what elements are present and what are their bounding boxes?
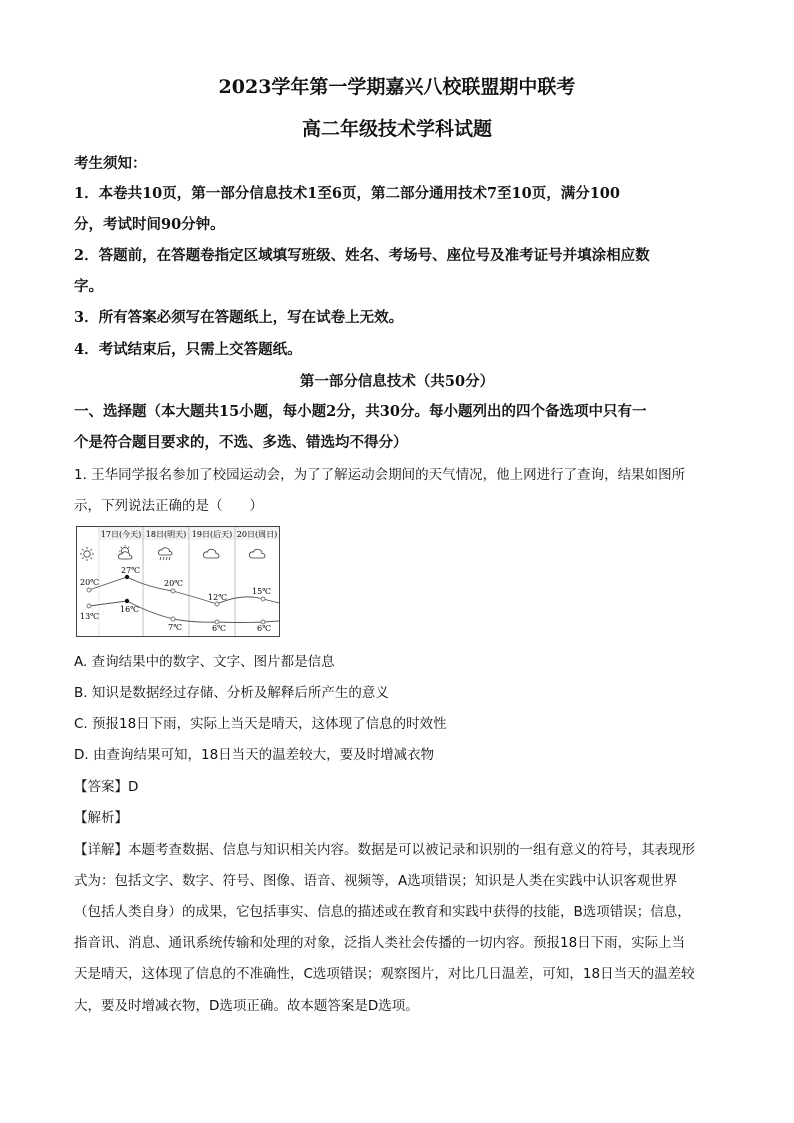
- low-label: 13℃: [80, 612, 100, 621]
- day-label-17: 17日(今天): [100, 530, 142, 539]
- low-label: 6℃: [212, 624, 227, 633]
- high-label: 20℃: [80, 578, 100, 587]
- low-label: 7℃: [168, 623, 183, 632]
- exam-title: 2023学年第一学期嘉兴八校联盟期中联考: [218, 76, 576, 98]
- answer-value: D: [128, 779, 139, 795]
- notice-line: 3．所有答案必须写在答题纸上，写在试卷上无效。: [74, 309, 404, 326]
- high-point: [87, 588, 91, 592]
- detail-line: （包括人类自身）的成果，它包括事实、信息的描述或在教育和实践中获得的技能，B选项错误；信息，: [74, 904, 691, 920]
- option-c: C. 预报18日下雨，实际上当天是晴天，这体现了信息的时效性: [74, 716, 447, 732]
- high-point: [261, 597, 265, 601]
- notice-line: 字。: [74, 278, 103, 295]
- section-heading: 个是符合题目要求的，不选、多选、错选均不得分）: [74, 434, 408, 451]
- detail-line: [74, 838, 724, 858]
- high-label: 27℃: [121, 566, 141, 575]
- high-point: [171, 589, 175, 593]
- day-label-19: 19日(后天): [191, 530, 233, 539]
- high-label: 12℃: [208, 593, 228, 602]
- notice-heading: 考生须知：: [74, 155, 147, 172]
- answer-label: 【答案】: [74, 779, 128, 795]
- high-temp-line: [89, 577, 279, 604]
- sun-cloud-icon: [118, 545, 132, 559]
- question-stem: 示，下列说法正确的是（ ）: [74, 498, 263, 514]
- sun-icon: [80, 547, 94, 561]
- notice-line: 1．本卷共10页，第一部分信息技术1至6页，第二部分通用技术7至10页，满分100: [74, 185, 620, 202]
- high-point: [215, 602, 219, 606]
- analysis-label: 【解析】: [74, 810, 128, 826]
- weather-chart: [77, 527, 279, 636]
- high-label: 15℃: [252, 587, 272, 596]
- rain-icon: [158, 548, 172, 560]
- high-point: [125, 575, 129, 579]
- notice-line: 2．答题前，在答题卷指定区域填写班级、姓名、考场号、座位号及准考证号并填涂相应数: [74, 247, 650, 264]
- notice-line: 分，考试时间90分钟。: [74, 216, 225, 233]
- detail-line: 式为：包括文字、数字、符号、图像、语音、视频等，A选项错误；知识是人类在实践中认识客观世界: [74, 873, 678, 889]
- day-label-18: 18日(明天): [145, 530, 187, 539]
- high-label: 20℃: [164, 579, 184, 588]
- low-label: 16℃: [120, 605, 140, 614]
- notice-line: 4．考试结束后，只需上交答题纸。: [74, 341, 302, 358]
- exam-subtitle: 高二年级技术学科试题: [301, 118, 492, 140]
- cloud-icon: [249, 549, 265, 558]
- cloud-icon: [203, 549, 219, 558]
- low-temp-line: [89, 601, 279, 623]
- low-point: [125, 599, 129, 603]
- detail-line: 大，要及时增减衣物，D选项正确。故本题答案是D选项。: [74, 998, 419, 1014]
- part-title: 第一部分信息技术（共50分）: [299, 373, 495, 390]
- detail-label: 【详解】: [74, 842, 128, 858]
- low-point: [87, 604, 91, 608]
- answer-line: [74, 775, 724, 795]
- detail-line: 天是晴天，这体现了信息的不准确性，C选项错误；观察图片，对比几日温差，可知，18日当天的温差较: [74, 966, 695, 982]
- option-d: D. 由查询结果可知，18日当天的温差较大，要及时增减衣物: [74, 747, 435, 763]
- detail-text: 本题考查数据、信息与知识相关内容。数据是可以被记录和识别的一组有意义的符号，其表现形: [128, 842, 695, 858]
- section-heading: 一、选择题（本大题共15小题，每小题2分，共30分。每小题列出的四个备选项中只有一: [74, 403, 647, 420]
- option-a: A. 查询结果中的数字、文字、图片都是信息: [74, 654, 335, 670]
- weather-forecast-figure: [76, 526, 280, 637]
- option-b: B. 知识是数据经过存储、分析及解释后所产生的意义: [74, 685, 389, 701]
- low-label: 6℃: [257, 624, 272, 633]
- day-label-20: 20日(周日): [236, 530, 278, 539]
- question-stem: 1. 王华同学报名参加了校园运动会，为了了解运动会期间的天气情况，他上网进行了查询，结果如图所: [74, 467, 686, 483]
- detail-line: 指音讯、消息、通讯系统传输和处理的对象，泛指人类社会传播的一切内容。预报18日下雨，实际上当: [74, 935, 686, 951]
- low-point: [171, 617, 175, 621]
